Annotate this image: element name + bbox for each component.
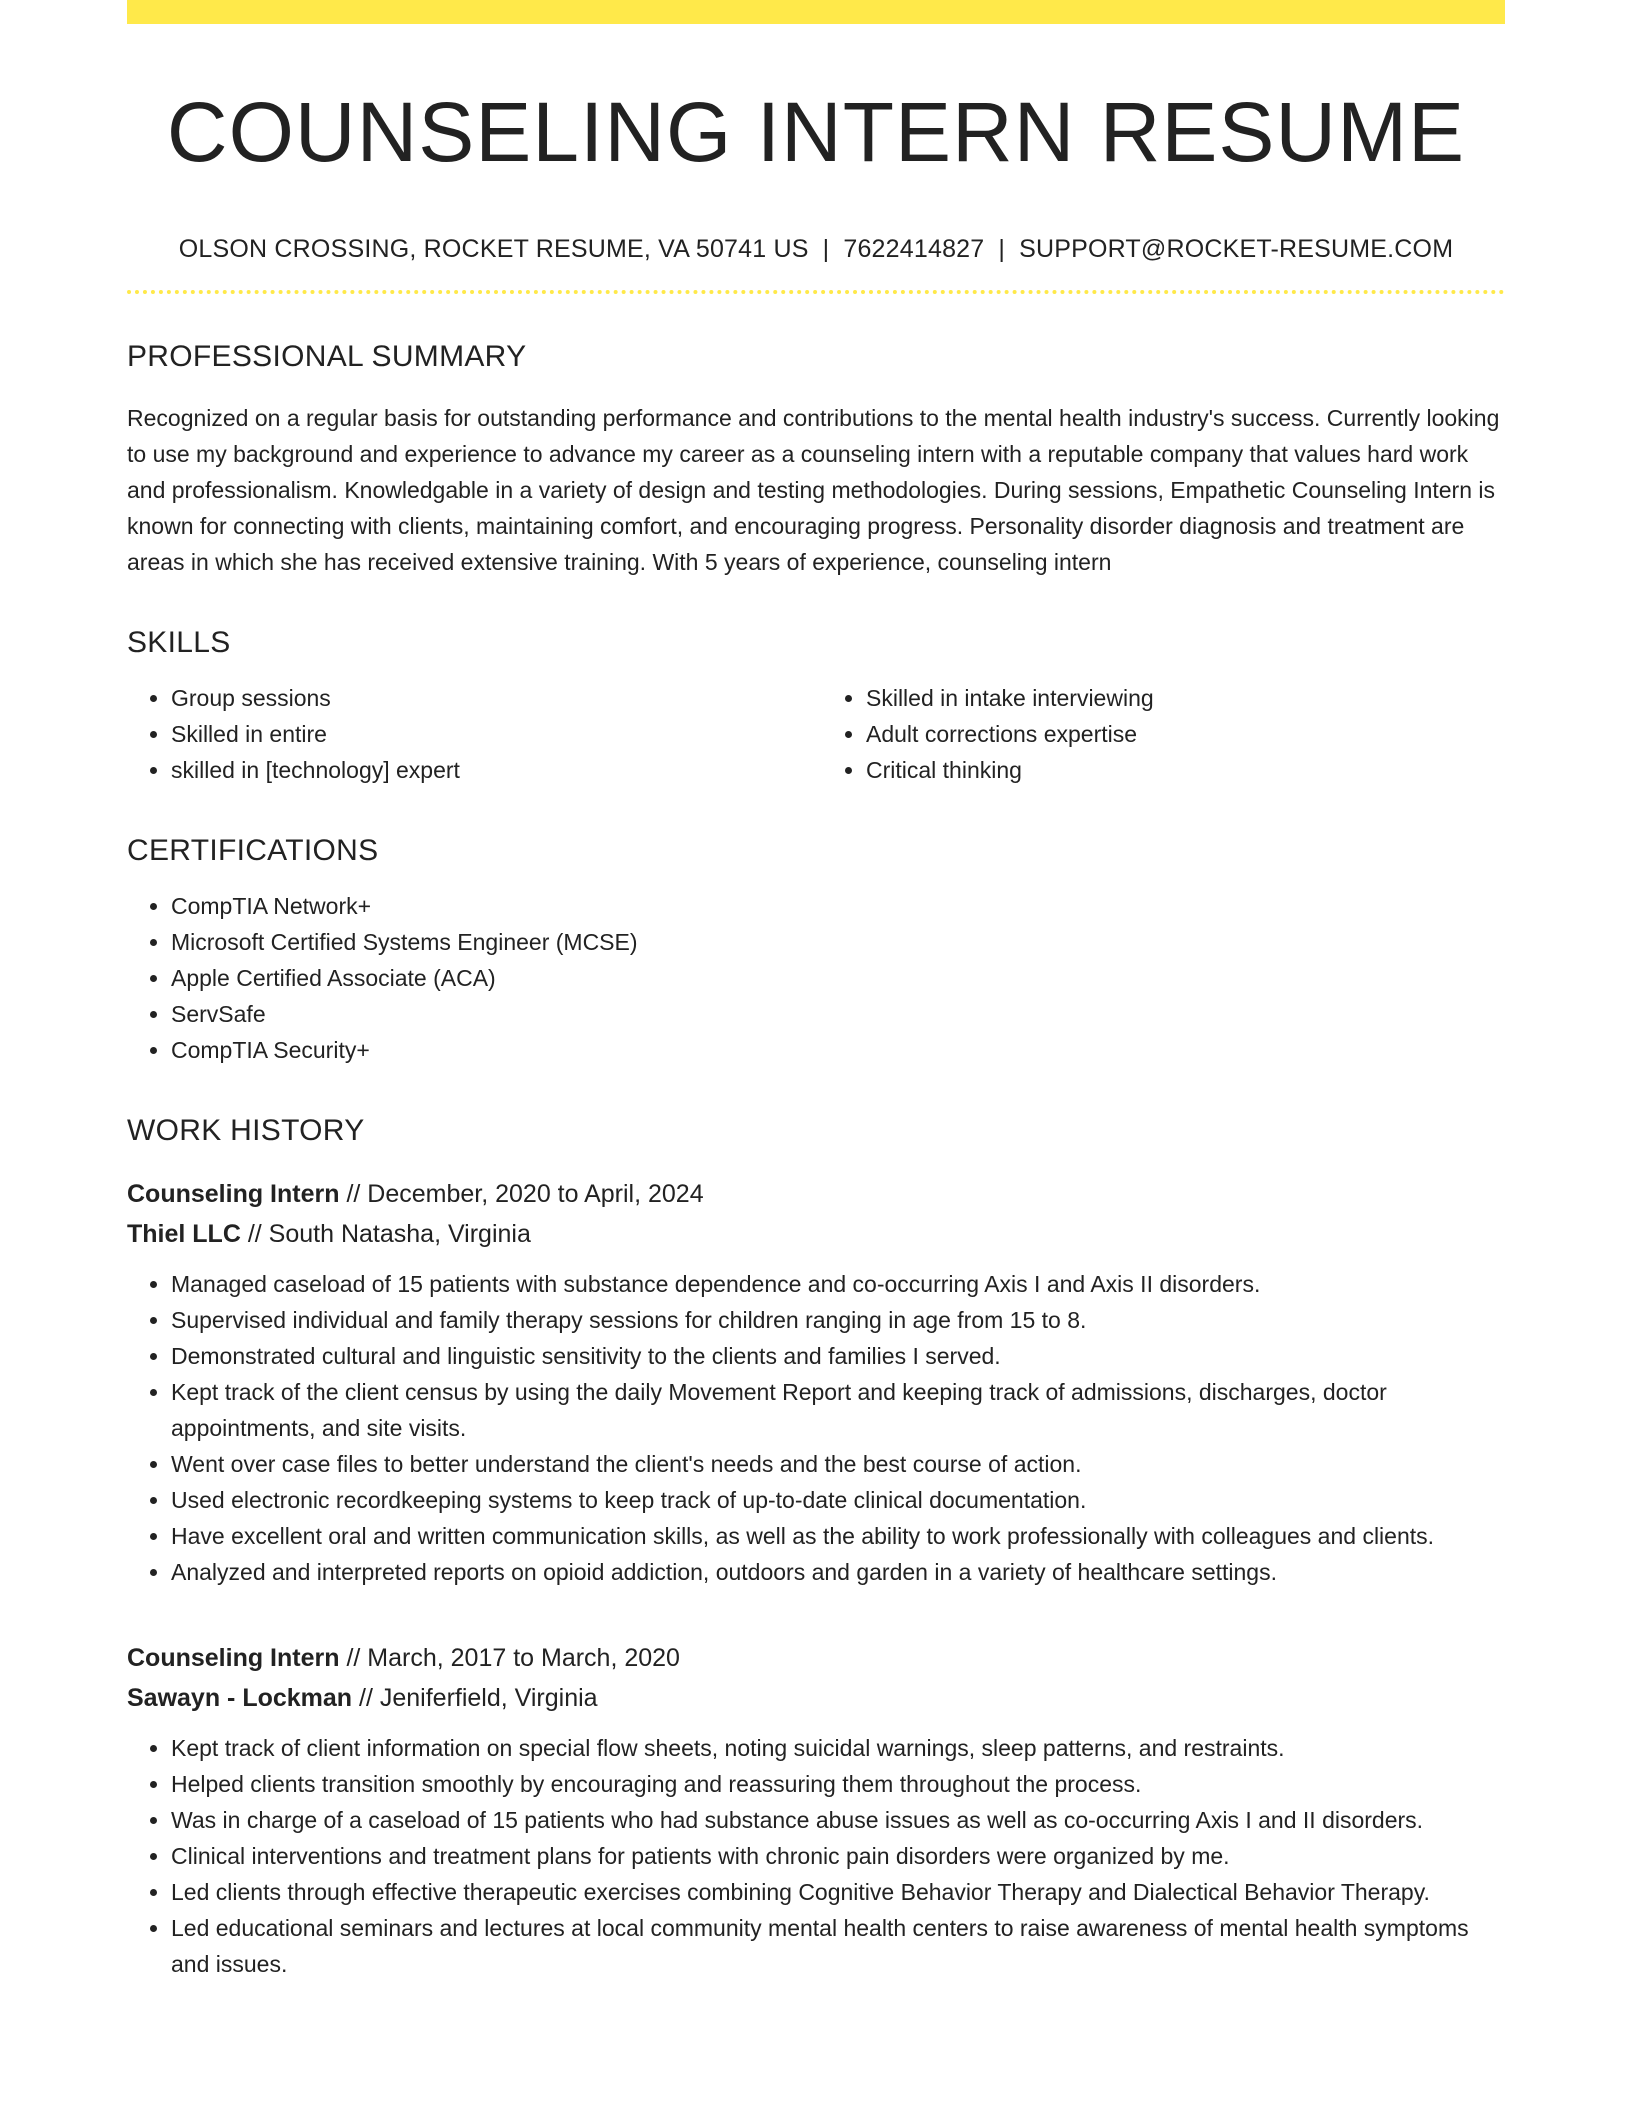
contact-line bbox=[127, 235, 1505, 264]
job-bullets bbox=[127, 1730, 1505, 1982]
job-title-line bbox=[127, 1638, 1505, 1678]
dotted-divider bbox=[127, 290, 1505, 294]
work-history-heading: WORK HISTORY bbox=[127, 1114, 365, 1148]
job-title: Counseling Intern bbox=[127, 1644, 340, 1673]
work-history-section bbox=[127, 1114, 1505, 1982]
job-bullet: • Kept track of client information on special flow sheets, noting suicidal warnings, sleep patterns, and restraints. bbox=[171, 1730, 1505, 1766]
skills-heading: SKILLS bbox=[127, 626, 231, 660]
skills-section bbox=[127, 626, 1505, 788]
job-title: Counseling Intern bbox=[127, 1180, 340, 1209]
summary-text: Recognized on a regular basis for outstanding performance and contributions to the mental health industry's success. Currently looking to use my background and experience to advance my career as a counseling intern with a reputable company that values hard work and professionalism. Knowledgable in a variety of design and testing methodologies. During sessions, Empathetic Counseling Intern is known for connecting with clients, maintaining comfort, and encouraging progress. Personality disorder diagnosis and treatment are areas in which she has received extensive training. With 5 years of experience, counseling intern bbox=[127, 405, 1500, 576]
job-company-line bbox=[127, 1214, 1505, 1254]
skill-item: • Critical thinking bbox=[866, 752, 1505, 788]
job-bullet: • Kept track of the client census by using the daily Movement Report and keeping track of admissions, discharges, doctor appointments, and site visits. bbox=[171, 1374, 1505, 1446]
certifications-list bbox=[127, 888, 1505, 1068]
page-title: COUNSELING INTERN RESUME bbox=[166, 85, 1466, 179]
contact-phone: 7622414827 bbox=[843, 235, 985, 264]
skill-item: • Group sessions bbox=[171, 680, 816, 716]
job-bullet: • Demonstrated cultural and linguistic sensitivity to the clients and families I served. bbox=[171, 1338, 1505, 1374]
top-accent-bar bbox=[127, 0, 1505, 24]
contact-email: SUPPORT@ROCKET-RESUME.COM bbox=[1019, 235, 1454, 264]
summary-section bbox=[127, 340, 1505, 580]
job-entry bbox=[127, 1638, 1505, 1982]
skill-item: • skilled in [technology] expert bbox=[171, 752, 816, 788]
skills-list-left bbox=[127, 680, 816, 788]
job-bullet: • Led educational seminars and lectures at local community mental health centers to raise awareness of mental health symptoms and issues. bbox=[171, 1910, 1505, 1982]
job-company-line bbox=[127, 1678, 1505, 1718]
resume-page bbox=[127, 0, 1505, 1982]
certification-item: • Microsoft Certified Systems Engineer (MCSE) bbox=[171, 924, 1505, 960]
skills-grid bbox=[127, 680, 1505, 788]
job-bullet: • Have excellent oral and written communication skills, as well as the ability to work professionally with colleagues and clients. bbox=[171, 1518, 1505, 1554]
skill-item: • Skilled in intake interviewing bbox=[866, 680, 1505, 716]
certification-item: • ServSafe bbox=[171, 996, 1505, 1032]
certifications-section bbox=[127, 834, 1505, 1068]
certification-item: • CompTIA Network+ bbox=[171, 888, 1505, 924]
job-bullets bbox=[127, 1266, 1505, 1590]
certification-item: • CompTIA Security+ bbox=[171, 1032, 1505, 1068]
job-bullet: • Was in charge of a caseload of 15 patients who had substance abuse issues as well as co-occurring Axis I and II disorders. bbox=[171, 1802, 1505, 1838]
summary-heading: PROFESSIONAL SUMMARY bbox=[127, 340, 527, 374]
job-bullet: • Helped clients transition smoothly by encouraging and reassuring them throughout the process. bbox=[171, 1766, 1505, 1802]
job-bullet: • Supervised individual and family therapy sessions for children ranging in age from 15 to 8. bbox=[171, 1302, 1505, 1338]
skill-item: • Skilled in entire bbox=[171, 716, 816, 752]
skills-list-right bbox=[816, 680, 1505, 788]
skill-item: • Adult corrections expertise bbox=[866, 716, 1505, 752]
certifications-heading: CERTIFICATIONS bbox=[127, 834, 379, 868]
job-location: // Jeniferfield, Virginia bbox=[352, 1684, 598, 1713]
job-bullet: • Clinical interventions and treatment plans for patients with chronic pain disorders were organized by me. bbox=[171, 1838, 1505, 1874]
job-title-line bbox=[127, 1174, 1505, 1214]
contact-address: OLSON CROSSING, ROCKET RESUME, VA 50741 US bbox=[178, 235, 809, 264]
job-location: // South Natasha, Virginia bbox=[240, 1220, 531, 1249]
job-bullet: • Led clients through effective therapeutic exercises combining Cognitive Behavior Therapy and Dialectical Behavior Therapy. bbox=[171, 1874, 1505, 1910]
job-bullet: • Went over case files to better understand the client's needs and the best course of action. bbox=[171, 1446, 1505, 1482]
certification-item: • Apple Certified Associate (ACA) bbox=[171, 960, 1505, 996]
job-bullet: • Managed caseload of 15 patients with substance dependence and co-occurring Axis I and Axis II disorders. bbox=[171, 1266, 1505, 1302]
contact-separator: | bbox=[822, 235, 830, 264]
job-company: Thiel LLC bbox=[127, 1220, 241, 1249]
job-bullet: • Used electronic recordkeeping systems to keep track of up-to-date clinical documentation. bbox=[171, 1482, 1505, 1518]
job-dates: // March, 2017 to March, 2020 bbox=[339, 1644, 680, 1673]
contact-separator: | bbox=[998, 235, 1006, 264]
job-dates: // December, 2020 to April, 2024 bbox=[339, 1180, 704, 1209]
job-bullet: • Analyzed and interpreted reports on opioid addiction, outdoors and garden in a variety of healthcare settings. bbox=[171, 1554, 1505, 1590]
job-entry bbox=[127, 1174, 1505, 1590]
job-company: Sawayn - Lockman bbox=[127, 1684, 353, 1713]
